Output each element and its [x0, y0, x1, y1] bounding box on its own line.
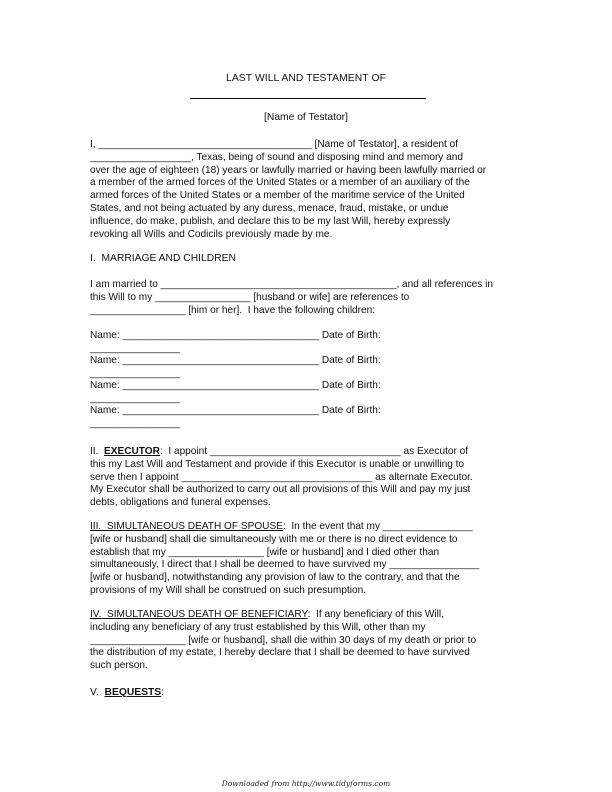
- spouse-death-line: establish that my _________________ [wife or husband] and I died other than: [90, 546, 440, 558]
- beneficiary-death-text: : If any beneficiary of this Will,: [307, 609, 444, 620]
- child-dob-blank: ________________: [90, 342, 180, 354]
- bequests-section-label: V.: [90, 687, 105, 698]
- bequests-heading: BEQUESTS: [104, 687, 162, 698]
- child-entry: [90, 330, 530, 356]
- testator-name-line: [190, 98, 426, 99]
- child-name-dob-line: Name: ___________________________________ Date of Birth:: [90, 330, 381, 341]
- beneficiary-death-heading: IV. SIMULTANEOUS DEATH OF BENEFICIARY: [90, 609, 308, 620]
- child-entry: [90, 405, 530, 431]
- beneficiary-death-line: such person.: [90, 660, 148, 672]
- intro-line: over the age of eighteen (18) years or lawfully married or having been lawfully married or: [90, 164, 487, 176]
- document-title: LAST WILL AND TESTAMENT OF: [226, 73, 386, 84]
- section-heading-marriage: I. MARRIAGE AND CHILDREN: [90, 253, 236, 264]
- executor-text: : I appoint __________________________________ as Executor of: [159, 446, 469, 457]
- spouse-death-line: [wife or husband], notwithstanding any provision of law to the contrary, and that the: [90, 572, 460, 584]
- bequests-colon: :: [161, 687, 165, 698]
- spouse-death-paragraph: [90, 521, 530, 598]
- beneficiary-death-line: including any beneficiary of any trust established by this Will, other than my: [90, 621, 426, 633]
- child-name-dob-line: Name: ___________________________________ Date of Birth:: [90, 355, 381, 366]
- executor-line: [90, 446, 530, 459]
- executor-line: this my Last Will and Testament and provide if this Executor is unable or unwilling to: [90, 458, 465, 470]
- executor-paragraph: [90, 446, 530, 510]
- executor-line: serve then I appoint __________________________________ as alternate Executor.: [90, 471, 473, 483]
- intro-line: I, ______________________________________ [Name of Testator], a resident of: [90, 139, 458, 150]
- testator-name-label: [Name of Testator]: [264, 112, 348, 123]
- intro-line: revoking all Wills and Codicils previously made by me.: [90, 228, 333, 240]
- child-dob-blank: ________________: [90, 417, 180, 429]
- marriage-paragraph: [90, 279, 530, 317]
- download-source-footer: Downloaded from http://www.tidyforms.com: [221, 779, 391, 788]
- child-entry: [90, 355, 530, 381]
- child-dob-blank: ________________: [90, 392, 180, 404]
- intro-line: influence, do make, publish, and declare this to be my last Will, hereby expressly: [90, 215, 451, 227]
- beneficiary-death-paragraph: [90, 609, 530, 673]
- marriage-line: _________________ [him or her]. I have the following children:: [90, 304, 376, 316]
- executor-line: debts, obligations and funeral expenses.: [90, 497, 271, 509]
- beneficiary-death-line: the distribution of my estate, I hereby declare that I shall be deemed to have survived: [90, 647, 470, 659]
- intro-line: __________________, Texas, being of sound and disposing mind and memory and: [90, 151, 463, 163]
- intro-line: armed forces of the United States or a member of the maritime service of the United: [90, 190, 465, 202]
- beneficiary-death-line: [90, 609, 530, 622]
- spouse-death-line: provisions of my Will shall be construed on such presumption.: [90, 584, 367, 596]
- child-name-dob-line: Name: ___________________________________ Date of Birth:: [90, 380, 381, 391]
- intro-line: States, and not being actuated by any duress, menace, fraud, mistake, or undue: [90, 202, 449, 214]
- marriage-line: this Will to my _________________ [husband or wife] are references to: [90, 291, 410, 303]
- child-name-dob-line: Name: ___________________________________ Date of Birth:: [90, 405, 381, 416]
- executor-line: My Executor shall be authorized to carry out all provisions of this Will and pay my just: [90, 484, 471, 496]
- spouse-death-heading: III. SIMULTANEOUS DEATH OF SPOUSE: [90, 521, 283, 532]
- intro-paragraph: [90, 139, 530, 241]
- intro-line: a member of the armed forces of the United States or a member of an auxiliary of the: [90, 177, 470, 189]
- spouse-death-line: simultaneously, I direct that I shall be deemed to have survived my ________________: [90, 559, 480, 571]
- marriage-line: I am married to __________________________________________, and all references in: [90, 279, 493, 290]
- child-dob-blank: ________________: [90, 367, 180, 379]
- beneficiary-death-line: _________________ [wife or husband], shall die within 30 days of my death or prior to: [90, 634, 477, 646]
- child-entry: [90, 380, 530, 406]
- section-heading-bequests: [90, 687, 164, 698]
- executor-heading: EXECUTOR: [104, 446, 160, 457]
- spouse-death-line: [90, 521, 530, 534]
- executor-section-label: II.: [90, 446, 105, 457]
- spouse-death-line: [wife or husband] shall die simultaneously with me or there is no direct evidence to: [90, 533, 458, 545]
- spouse-death-text: : In the event that my ________________: [282, 521, 473, 532]
